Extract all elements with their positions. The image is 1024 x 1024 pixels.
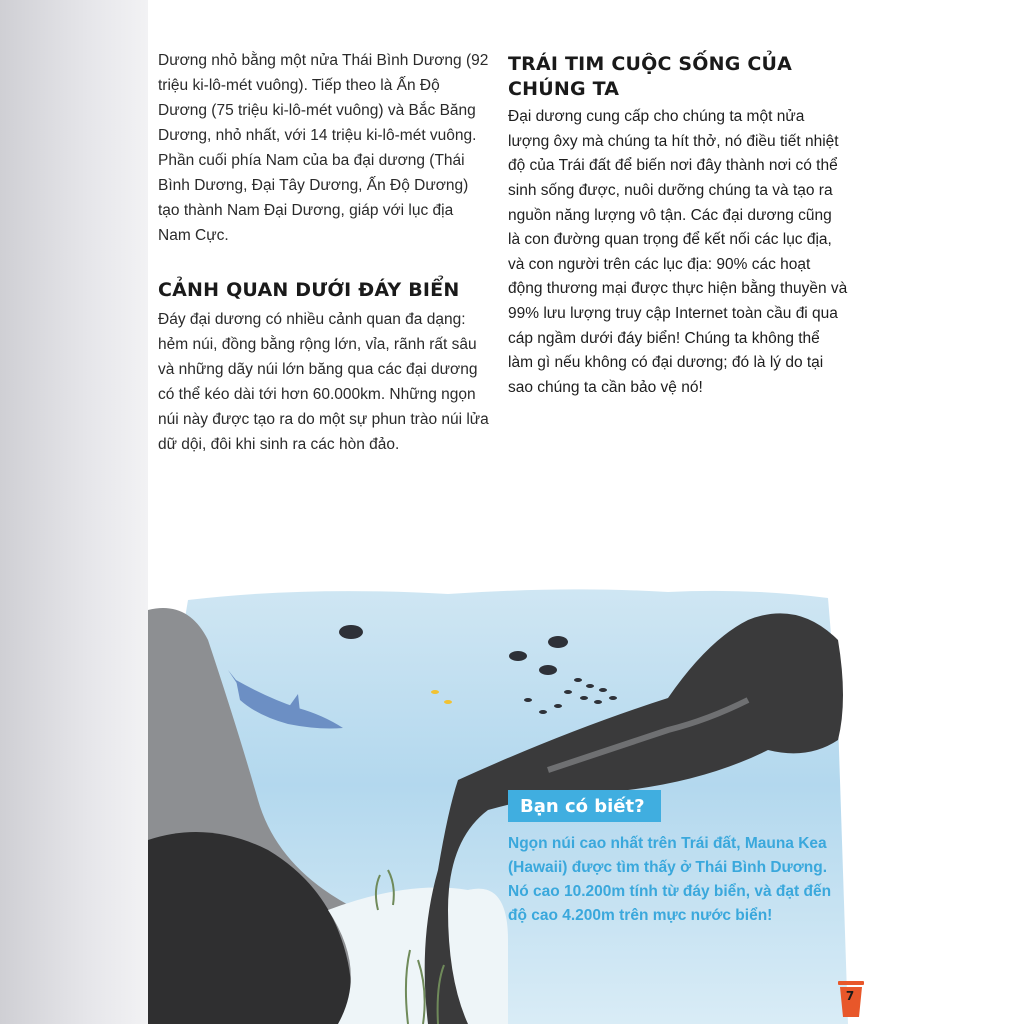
heart-of-life-paragraph: Đại dương cung cấp cho chúng ta một nửa lượng ôxy mà chúng ta hít thở, nó điều tiết nhiệt độ của Trái đất để biến nơi đây thành nơi có thể sinh sống được, nuôi dưỡng chúng ta và tạo ra nguồn năng lượng vô tận. Các đại dương cũng là con đường quan trọng để kết nối các lục địa, và con người trên các lục địa: 90% các hoạt động thương mại được thực hiện bằng thuyền và 99% lưu lượng truy cập Internet toàn cầu đi qua cáp ngầm dưới đáy biển! Chúng ta không thể làm gì nếu không có đại dương; đó là lý do tại sao chúng ta cần bảo vệ nó! <box>508 108 848 396</box>
right-column <box>508 52 848 400</box>
thumbs-up-badge <box>508 790 661 822</box>
seafloor-paragraph: Đáy đại dương có nhiều cảnh quan đa dạng: hẻm núi, đồng bằng rộng lớn, vỉa, rãnh rất sâu và những dãy núi lớn băng qua các đại dương có thể kéo dài tới hơn 60.000km. Những ngọn núi này được tạo ra do một sự phun trào núi lửa dữ dội, đôi khi sinh ra các hòn đảo. <box>158 311 489 453</box>
heart-of-life-heading: TRÁI TIM CUỘC SỐNG CỦA CHÚNG TA <box>508 53 793 100</box>
did-you-know-title: Bạn có biết? <box>520 796 645 817</box>
seabed <box>328 888 508 1024</box>
did-you-know-box <box>508 790 840 928</box>
seafloor-heading: CẢNH QUAN DƯỚI ĐÁY BIỂN <box>158 279 460 301</box>
left-column <box>158 48 490 457</box>
southern-ocean-paragraph: Phần cuối phía Nam của ba đại dương (Thái Bình Dương, Đại Tây Dương, Ấn Độ Dương) tạo thành Nam Đại Dương, giáp với lục địa Nam Cực. <box>158 152 469 244</box>
page-number-badge <box>836 975 868 1019</box>
page-number: 7 <box>845 989 855 1003</box>
did-you-know-fact: Ngọn núi cao nhất trên Trái đất, Mauna Kea (Hawaii) được tìm thấy ở Thái Bình Dương. Nó cao 10.200m tính từ đáy biển, và đạt đến độ cao 4.200m trên mực nước biển! <box>508 835 832 924</box>
ocean-sizes-paragraph: Dương nhỏ bằng một nửa Thái Bình Dương (92 triệu ki-lô-mét vuông). Tiếp theo là Ấn Độ Dương (75 triệu ki-lô-mét vuông) và Bắc Băng Dương, nhỏ nhất, với 14 triệu ki-lô-mét vuông. <box>158 52 489 144</box>
book-spine-shadow <box>0 0 148 1024</box>
